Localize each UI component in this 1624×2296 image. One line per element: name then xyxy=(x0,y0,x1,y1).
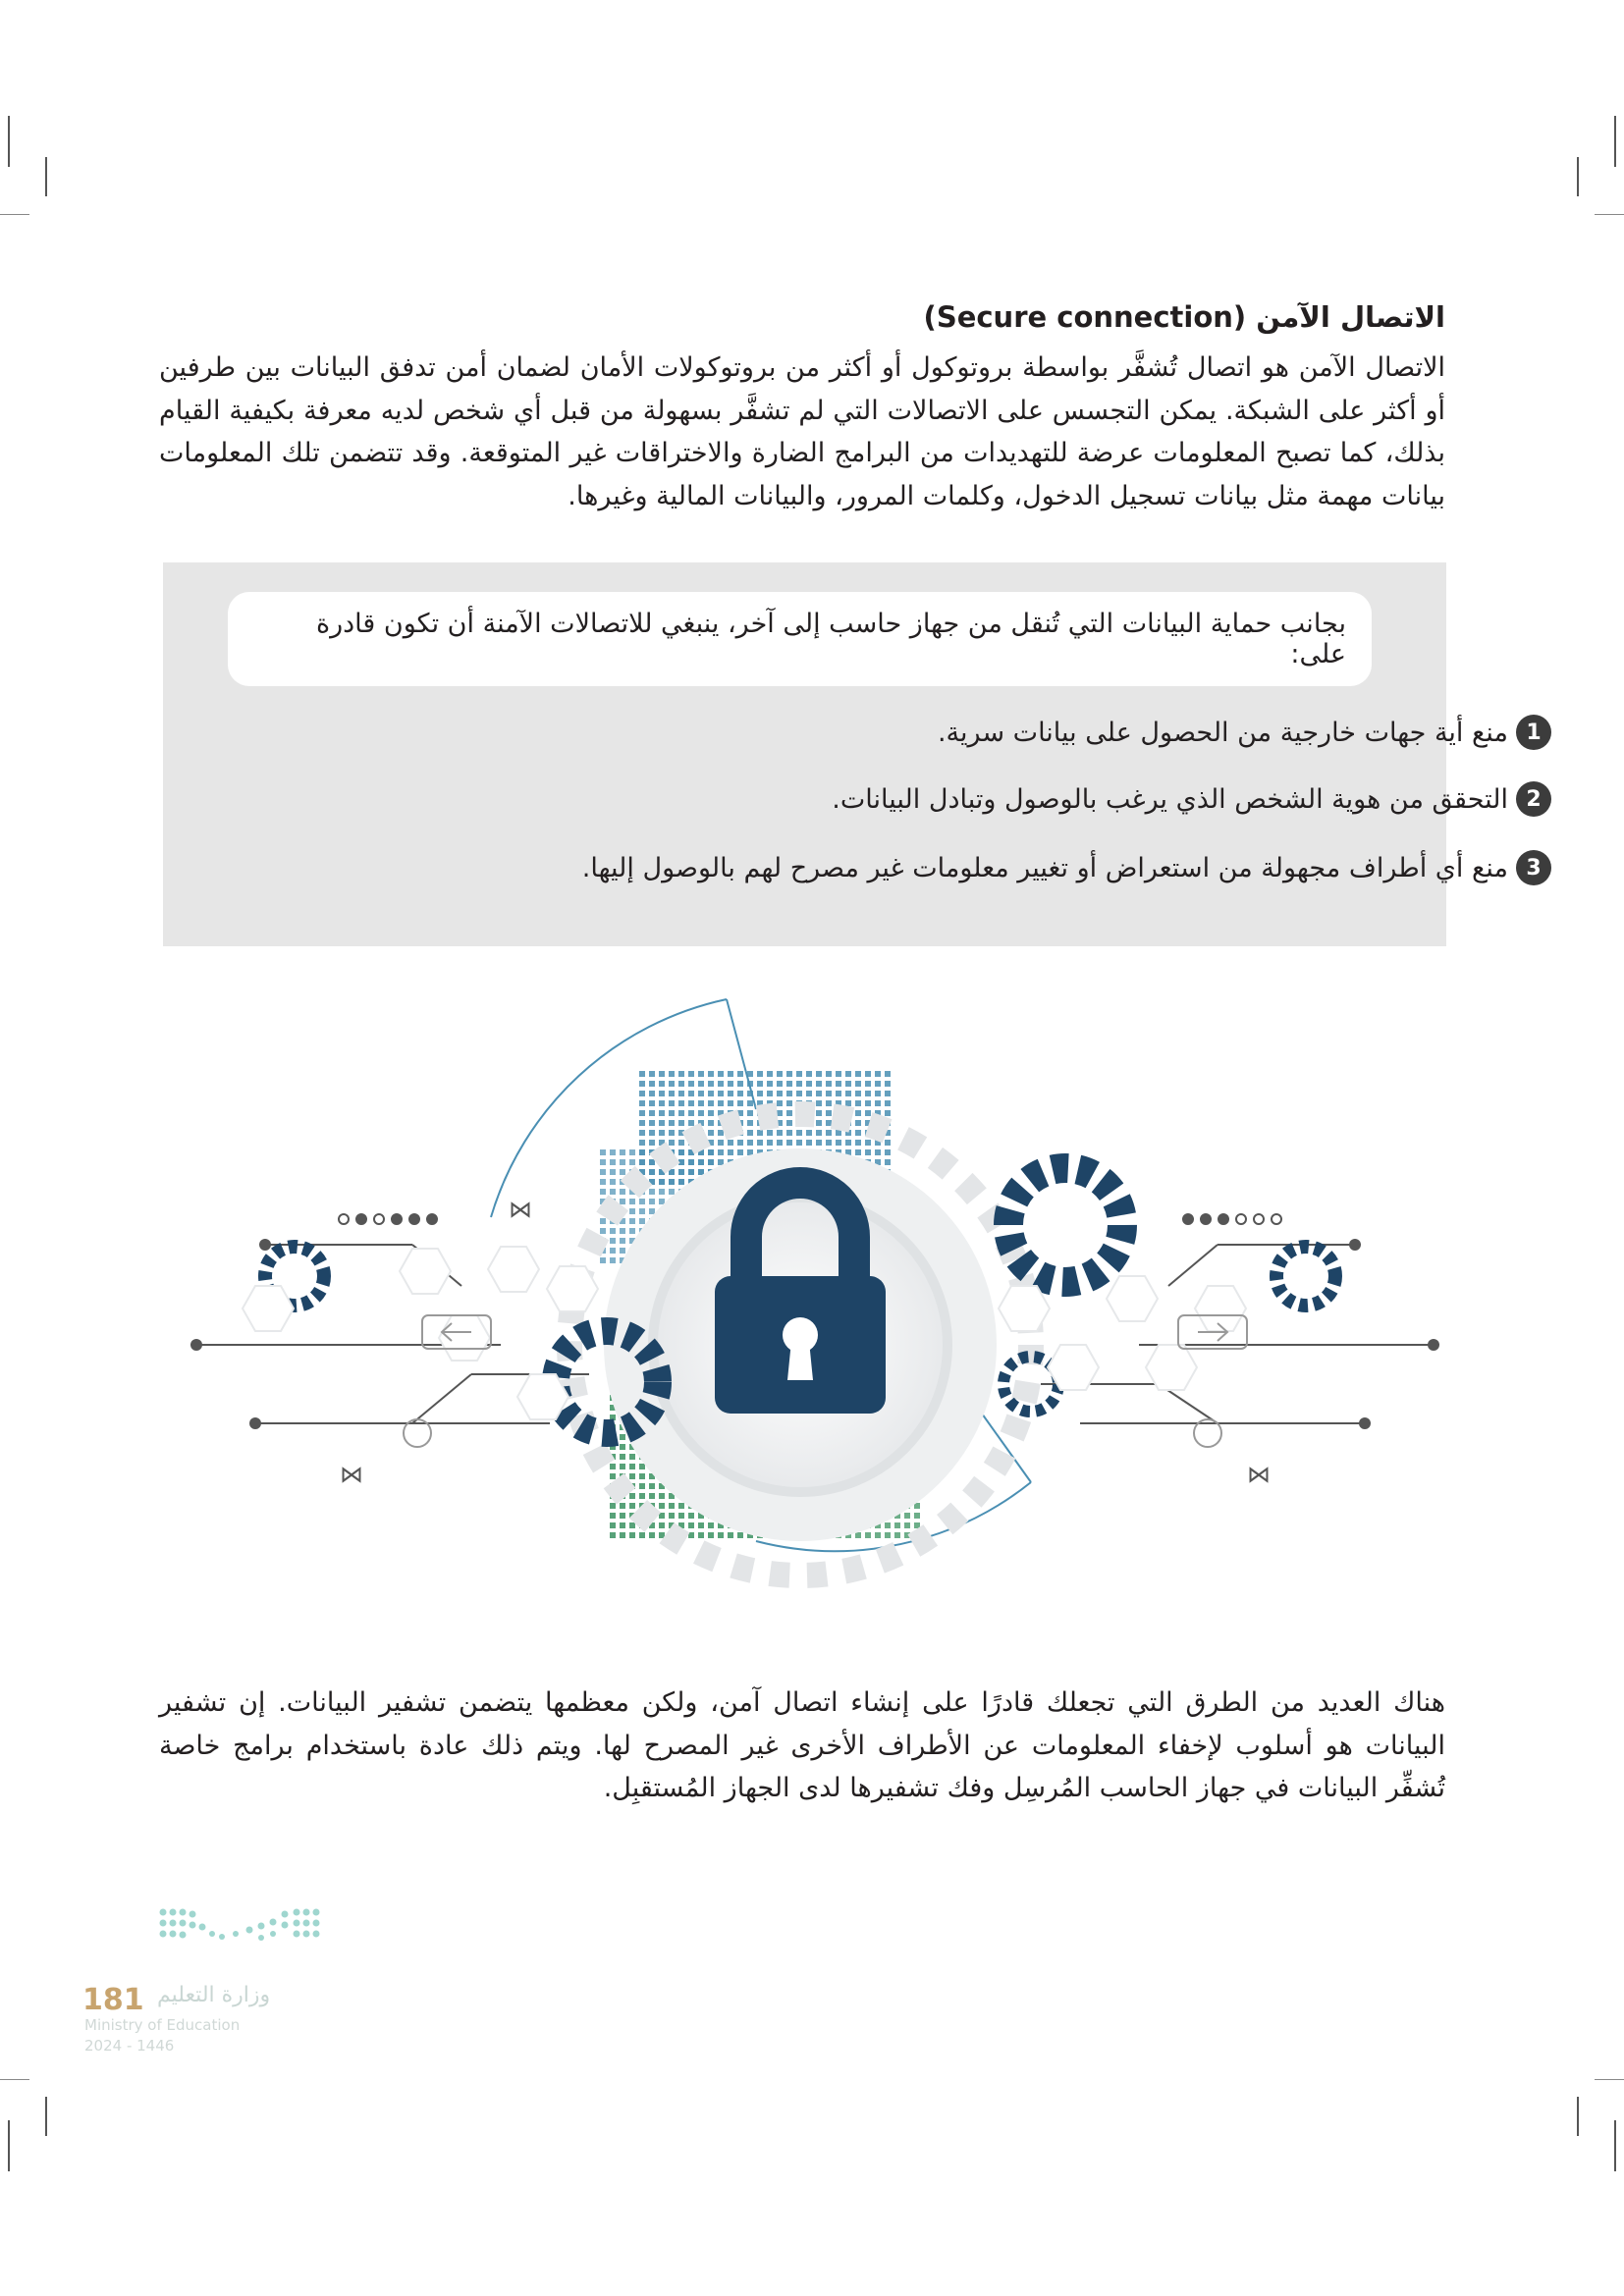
crop-mark xyxy=(1577,157,1579,196)
item-number-badge: 2 xyxy=(1516,781,1551,817)
list-item xyxy=(832,777,1551,821)
list-item-text: التحقق من هوية الشخص الذي يرغب بالوصول وتبادل البيانات. xyxy=(832,783,1508,815)
list-item xyxy=(582,846,1551,889)
ministry-name-arabic: وزارة التعليم xyxy=(157,1983,271,2007)
crop-mark xyxy=(8,116,10,167)
crop-mark xyxy=(45,2097,47,2136)
section-heading: الاتصال الآمن (Secure connection) xyxy=(923,300,1445,334)
crop-mark xyxy=(1577,2097,1579,2136)
intro-paragraph: الاتصال الآمن هو اتصال تُشفَّر بواسطة بروتوكول أو أكثر من بروتوكولات الأمان لضمان أمن تدفق البيانات بين طرفين أو أكثر على الشبكة. يمكن التجسس على الاتصالات التي لم تشفَّر بسهولة من قبل أي شخص لديه معرفة بكيفية القيام بذلك، كما تصبح المعلومات عرضة للتهديدات من البرامج الضارة والاختراقات غير المتوقعة. وقد تتضمن تلك المعلومات بيانات مهمة مثل بيانات تسجيل الدخول، وكلمات المرور، والبيانات المالية وغيرها. xyxy=(159,352,1445,511)
bowtie-glyph: ⋈ xyxy=(340,1461,363,1488)
outro-paragraph: هناك العديد من الطرق التي تجعلك قادرًا على إنشاء اتصال آمن، ولكن معظمها يتضمن تشفير البيانات. إن تشفير البيانات هو أسلوب لإخفاء المعلومات عن الأطراف الأخرى غير المصرح لها. ويتم ذلك عادة باستخدام برامج خاصة تُشفِّر البيانات في جهاز الحاسب المُرسِل وفك تشفيرها لدى الجهاز المُستقبِل. xyxy=(159,1687,1445,1803)
crop-mark xyxy=(8,2120,10,2171)
ministry-logo xyxy=(157,1904,329,1959)
crop-mark xyxy=(45,157,47,196)
crop-mark xyxy=(1595,2079,1624,2080)
bowtie-glyph: ⋈ xyxy=(509,1196,532,1223)
bowtie-glyph: ⋈ xyxy=(1247,1461,1271,1488)
item-number-badge: 3 xyxy=(1516,850,1551,885)
crop-mark xyxy=(0,2079,29,2080)
crop-mark xyxy=(1595,214,1624,215)
info-box-header-text: بجانب حماية البيانات التي تُنقل من جهاز حاسب إلى آخر، ينبغي للاتصالات الآمنة أن تكون قادرة على: xyxy=(315,609,1346,669)
list-item-text: منع أي أطراف مجهولة من استعراض أو تغيير معلومات غير مصرح لهم بالوصول إليها. xyxy=(581,852,1508,883)
list-item xyxy=(938,711,1551,754)
edition-year: 2024 - 1446 xyxy=(84,2037,175,2055)
info-box-header xyxy=(228,592,1372,686)
crop-mark xyxy=(0,214,29,215)
page-number: 181 xyxy=(82,1983,144,2017)
list-item-text: منع أية جهات خارجية من الحصول على بيانات سرية. xyxy=(937,717,1508,748)
crop-mark xyxy=(1614,116,1616,167)
crop-mark xyxy=(1614,2120,1616,2171)
item-number-badge: 1 xyxy=(1516,715,1551,750)
ministry-name-english: Ministry of Education xyxy=(84,2016,241,2034)
security-illustration xyxy=(177,991,1453,1620)
